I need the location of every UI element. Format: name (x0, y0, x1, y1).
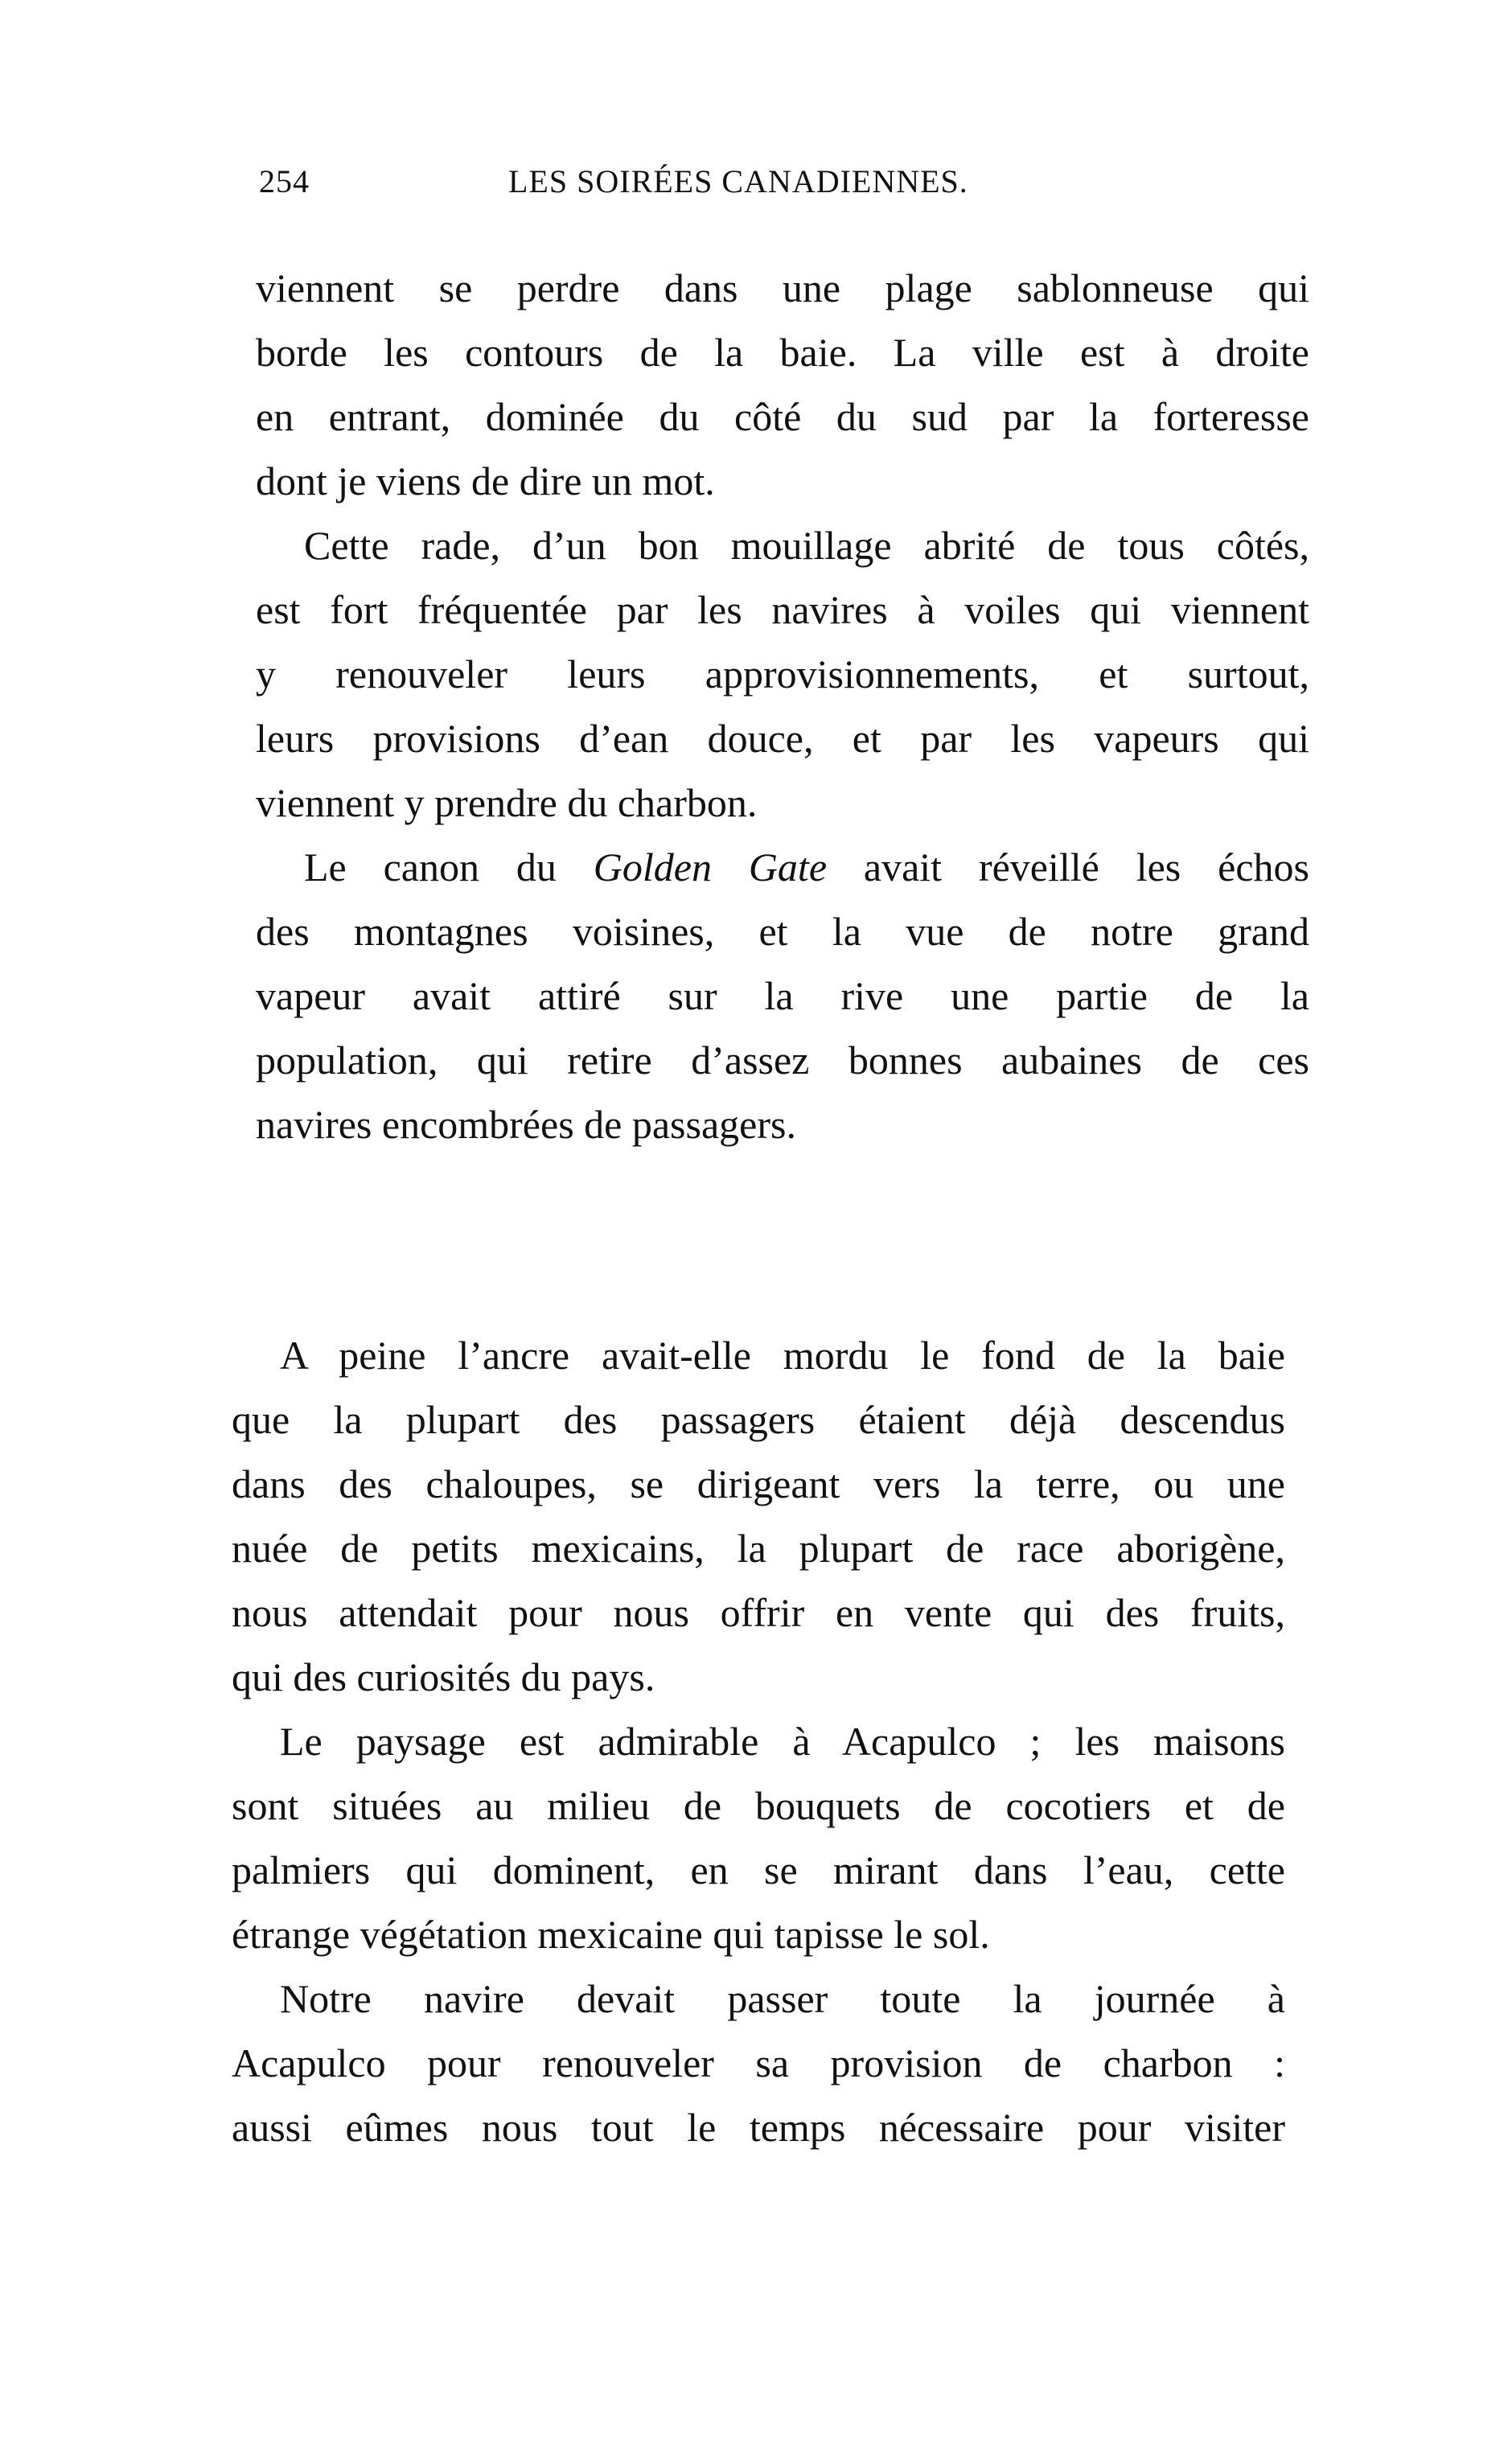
text-segment: avait réveillé les échos (827, 844, 1309, 890)
running-head (259, 159, 1329, 204)
text-line: A peine l’ancre avait-elle mordu le fond de la baie (280, 1333, 1285, 1378)
text-block-lower (232, 1323, 1285, 2159)
text-line: nous attendait pour nous offrir en vente qui des fruits, (232, 1590, 1285, 1635)
text-line: en entrant, dominée du côté du sud par la forteresse (256, 394, 1309, 439)
text-line (256, 835, 1309, 899)
text-line: des montagnes voisines, et la vue de notre grand (256, 909, 1309, 954)
text-line: navires encombrées de passagers. (256, 1102, 796, 1147)
text-line: viennent y prendre du charbon. (256, 780, 758, 825)
text-line: population, qui retire d’assez bonnes aubaines de ces (256, 1038, 1309, 1083)
text-line: sont situées au milieu de bouquets de cocotiers et de (232, 1783, 1285, 1828)
page-number: 254 (259, 163, 310, 199)
text-line: dont je viens de dire un mot. (256, 458, 715, 503)
text-line: viennent se perdre dans une plage sablonneuse qui (256, 265, 1309, 310)
paragraph-navire (232, 1966, 1285, 2159)
text-line: Notre navire devait passer toute la journée à (280, 1976, 1285, 2021)
paragraph-plage (256, 256, 1309, 513)
text-line: palmiers qui dominent, en se mirant dans l’eau, cette (232, 1847, 1285, 1892)
text-line: nuée de petits mexicains, la plupart de race aborigène, (232, 1526, 1285, 1571)
text-line: est fort fréquentée par les navires à voiles qui viennent (256, 587, 1309, 632)
text-line: Cette rade, d’un bon mouillage abrité de tous côtés, (304, 523, 1309, 568)
text-line: vapeur avait attiré sur la rive une partie de la (256, 973, 1309, 1018)
text-line: étrange végétation mexicaine qui tapisse le sol. (232, 1912, 990, 1957)
ship-name: Golden Gate (593, 844, 828, 890)
paragraph-ancre (232, 1323, 1285, 1709)
text-line: leurs provisions d’ean douce, et par les vapeurs qui (256, 716, 1309, 761)
text-line: que la plupart des passagers étaient déjà descendus (232, 1397, 1285, 1442)
text-block-upper (256, 256, 1309, 1157)
text-line: y renouveler leurs approvisionnements, et surtout, (256, 651, 1309, 697)
text-line: Acapulco pour renouveler sa provision de charbon : (232, 2040, 1285, 2085)
text-segment: Le canon du (304, 844, 594, 890)
paragraph-paysage (232, 1709, 1285, 1966)
text-line: borde les contours de la baie. La ville est à droite (256, 330, 1309, 375)
text-line: aussi eûmes nous tout le temps nécessaire pour visiter (232, 2105, 1285, 2150)
text-line: qui des curiosités du pays. (232, 1654, 655, 1699)
running-title: LES SOIRÉES CANADIENNES. (508, 163, 968, 199)
paragraph-canon (256, 835, 1309, 1157)
text-line: Le paysage est admirable à Acapulco ; les maisons (280, 1719, 1285, 1764)
paragraph-rade (256, 513, 1309, 835)
text-line: dans des chaloupes, se dirigeant vers la terre, ou une (232, 1461, 1285, 1506)
